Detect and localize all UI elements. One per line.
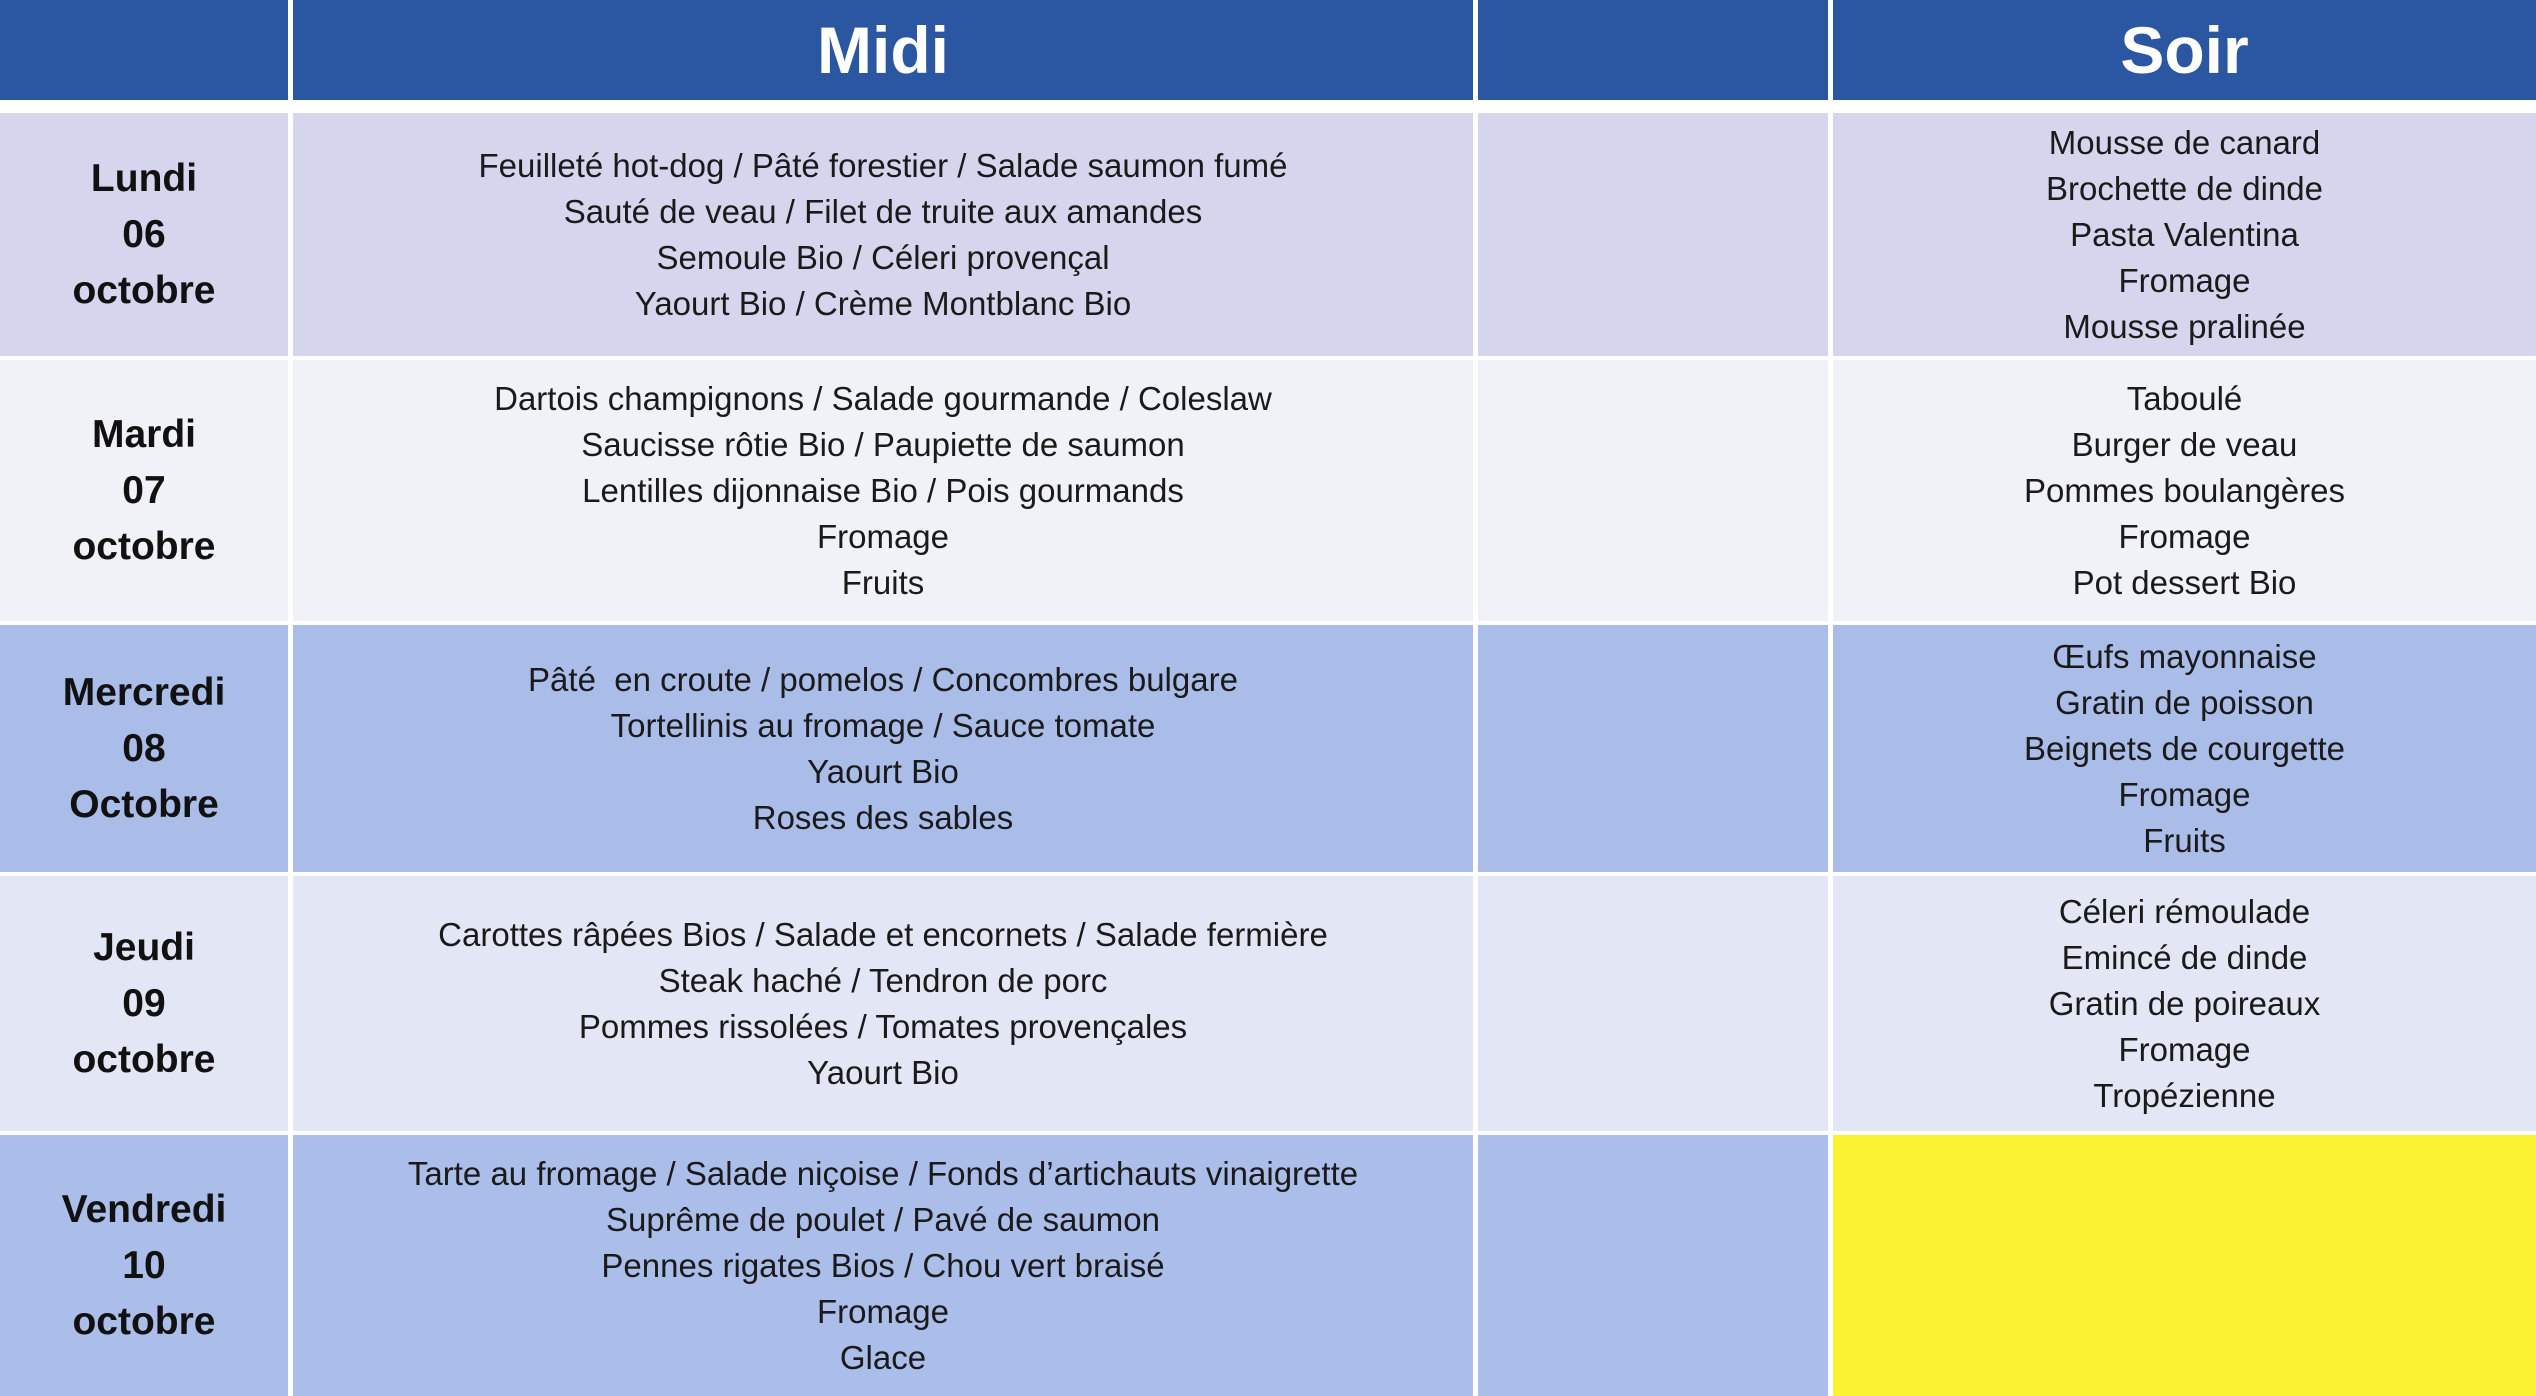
dish: Fromage xyxy=(2118,775,2251,813)
day-name: Lundi xyxy=(90,156,198,200)
dish: Tropézienne xyxy=(2093,1076,2276,1114)
day-number: 07 xyxy=(122,468,166,512)
header-empty xyxy=(1478,0,1833,100)
midi-mercredi xyxy=(293,625,1478,876)
dish: Fruits xyxy=(2143,821,2226,859)
dish: Tortellinis au fromage / Sauce tomate xyxy=(610,706,1156,744)
dish: Fromage xyxy=(2118,1030,2251,1068)
day-month: octobre xyxy=(72,1299,216,1343)
midi-lundi xyxy=(293,113,1478,360)
dish: Mousse de canard xyxy=(2048,123,2321,161)
dish: Suprême de poulet / Pavé de saumon xyxy=(605,1200,1161,1238)
dish: Steak haché / Tendron de porc xyxy=(658,961,1108,999)
dish: Glace xyxy=(839,1338,927,1376)
dish: Roses des sables xyxy=(752,798,1014,836)
header-corner xyxy=(0,0,293,100)
day-number: 06 xyxy=(122,212,166,256)
dish: Carottes râpées Bios / Salade et encornets / Salade fermière xyxy=(438,915,1328,953)
dish: Pâté en croute / pomelos / Concombres bulgare xyxy=(528,660,1238,698)
dish: Pennes rigates Bios / Chou vert braisé xyxy=(601,1246,1165,1284)
dish: Fromage xyxy=(2118,517,2251,555)
dish: Burger de veau xyxy=(2071,425,2298,463)
dish: Œufs mayonnaise xyxy=(2052,637,2317,675)
header-midi: Midi xyxy=(293,0,1478,100)
empty-lundi xyxy=(1478,113,1833,360)
dish: Dartois champignons / Salade gourmande / Coleslaw xyxy=(494,379,1272,417)
dish: Taboulé xyxy=(2126,379,2243,417)
empty-jeudi xyxy=(1478,876,1833,1135)
spacer xyxy=(0,100,2536,113)
dish: Pommes rissolées / Tomates provençales xyxy=(578,1007,1188,1045)
dish: Feuilleté hot-dog / Pâté forestier / Salade saumon fumé xyxy=(478,146,1288,184)
day-name: Vendredi xyxy=(61,1187,227,1231)
dish: Beignets de courgette xyxy=(2023,729,2346,767)
dish: Mousse pralinée xyxy=(2063,307,2306,345)
soir-mardi xyxy=(1833,360,2536,625)
dish: Yaourt Bio / Crème Montblanc Bio xyxy=(634,284,1132,322)
day-jeudi xyxy=(0,876,293,1135)
dish: Emincé de dinde xyxy=(2061,938,2308,976)
dish: Pommes boulangères xyxy=(2023,471,2345,509)
day-vendredi xyxy=(0,1135,293,1396)
day-lundi xyxy=(0,113,293,360)
day-mercredi xyxy=(0,625,293,876)
day-number: 09 xyxy=(122,981,166,1025)
day-number: 10 xyxy=(122,1243,166,1287)
midi-vendredi xyxy=(293,1135,1478,1396)
empty-vendredi xyxy=(1478,1135,1833,1396)
dish: Sauté de veau / Filet de truite aux amandes xyxy=(563,192,1203,230)
dish: Lentilles dijonnaise Bio / Pois gourmands xyxy=(582,471,1184,509)
dish: Fromage xyxy=(2118,261,2251,299)
day-month: octobre xyxy=(72,524,216,568)
day-name: Jeudi xyxy=(93,925,195,969)
soir-lundi xyxy=(1833,113,2536,360)
day-number: 08 xyxy=(122,726,166,770)
empty-mardi xyxy=(1478,360,1833,625)
dish: Yaourt Bio xyxy=(807,1053,959,1091)
empty-mercredi xyxy=(1478,625,1833,876)
day-month: octobre xyxy=(72,268,216,312)
day-month: Octobre xyxy=(69,782,219,826)
header-soir: Soir xyxy=(1833,0,2536,100)
day-name: Mercredi xyxy=(62,670,226,714)
dish: Saucisse rôtie Bio / Paupiette de saumon xyxy=(581,425,1185,463)
day-mardi xyxy=(0,360,293,625)
dish: Gratin de poisson xyxy=(2055,683,2314,721)
dish: Yaourt Bio xyxy=(807,752,959,790)
dish: Semoule Bio / Céleri provençal xyxy=(656,238,1110,276)
dish: Fromage xyxy=(816,517,950,555)
dish: Céleri rémoulade xyxy=(2058,892,2311,930)
dish: Fromage xyxy=(816,1292,950,1330)
midi-mardi xyxy=(293,360,1478,625)
dish: Brochette de dinde xyxy=(2045,169,2324,207)
dish: Gratin de poireaux xyxy=(2048,984,2321,1022)
day-month: octobre xyxy=(72,1037,216,1081)
midi-jeudi xyxy=(293,876,1478,1135)
dish: Tarte au fromage / Salade niçoise / Fonds d’artichauts vinaigrette xyxy=(407,1154,1359,1192)
soir-jeudi xyxy=(1833,876,2536,1135)
soir-vendredi-highlight xyxy=(1833,1135,2536,1396)
dish: Fruits xyxy=(841,563,925,601)
dish: Pot dessert Bio xyxy=(2072,563,2297,601)
day-name: Mardi xyxy=(91,412,196,456)
dish: Pasta Valentina xyxy=(2070,215,2299,253)
soir-mercredi xyxy=(1833,625,2536,876)
